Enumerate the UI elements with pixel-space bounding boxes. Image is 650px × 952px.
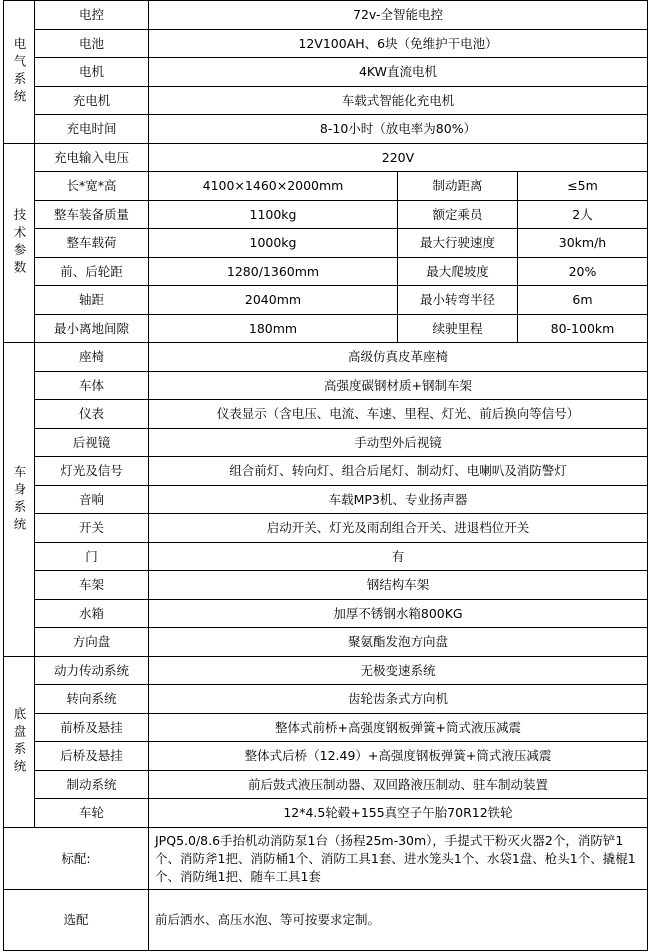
table-row	[4, 201, 648, 229]
row-label: 座椅	[35, 343, 149, 372]
table-row	[4, 657, 648, 685]
row-value: 1100kg	[149, 201, 398, 229]
row-label-secondary: 制动距离	[398, 172, 518, 201]
row-label-secondary: 额定乘员	[398, 201, 518, 229]
row-value-secondary: 20%	[518, 258, 648, 286]
table-row	[4, 58, 648, 87]
row-label: 车架	[35, 571, 149, 600]
row-label-secondary: 最大爬坡度	[398, 258, 518, 286]
table-row	[4, 457, 648, 486]
row-label: 电机	[35, 58, 149, 87]
row-value: 车载式智能化充电机	[149, 87, 648, 115]
group-label-body: 车身系统	[4, 343, 35, 657]
optional-value: 前后洒水、高压水泡、等可按要求定制。	[149, 890, 648, 951]
table-row	[4, 286, 648, 315]
row-label: 充电机	[35, 87, 149, 115]
row-label: 动力传动系统	[35, 657, 149, 685]
standard-value: JPQ5.0/8.6手抬机动消防泵1台（扬程25m-30m），手提式干粉灭火器2个，消防铲1个、消防斧1把、消防桶1个、消防工具1套、进水笼头1个、水袋1盘、枪头1个、撬棍1个、消防绳1把、随车工具1套	[149, 828, 648, 890]
row-label: 前桥及悬挂	[35, 714, 149, 742]
row-value: 1000kg	[149, 229, 398, 258]
row-value-secondary: 30km/h	[518, 229, 648, 258]
row-value: 72v-全智能电控	[149, 1, 648, 30]
table-row	[4, 742, 648, 771]
row-value: 4KW直流电机	[149, 58, 648, 87]
row-value: 有	[149, 543, 648, 571]
row-value-secondary: 2人	[518, 201, 648, 229]
row-label-secondary: 最小转弯半径	[398, 286, 518, 315]
row-value-secondary: 80-100km	[518, 315, 648, 343]
row-value: 4100×1460×2000mm	[149, 172, 398, 201]
row-label: 制动系统	[35, 771, 149, 799]
row-value: 前后鼓式液压制动器、双回路液压制动、驻车制动装置	[149, 771, 648, 799]
table-row-optional	[4, 890, 648, 951]
row-value: 组合前灯、转向灯、组合后尾灯、制动灯、电喇叭及消防警灯	[149, 457, 648, 486]
row-label: 车体	[35, 372, 149, 400]
row-label: 电池	[35, 30, 149, 58]
row-value: 齿轮齿条式方向机	[149, 685, 648, 714]
row-label: 转向系统	[35, 685, 149, 714]
table-row-standard	[4, 828, 648, 890]
row-label: 前、后轮距	[35, 258, 149, 286]
group-label-technical: 技术参数	[4, 144, 35, 343]
table-row	[4, 600, 648, 628]
row-value-secondary: ≤5m	[518, 172, 648, 201]
row-value: 高级仿真皮革座椅	[149, 343, 648, 372]
table-row	[4, 571, 648, 600]
table-row	[4, 543, 648, 571]
table-row	[4, 87, 648, 115]
table-row	[4, 144, 648, 172]
row-value: 整体式前桥+高强度钢板弹簧+筒式液压减震	[149, 714, 648, 742]
table-row	[4, 229, 648, 258]
row-label: 最小离地间隙	[35, 315, 149, 343]
row-label: 整车载荷	[35, 229, 149, 258]
table-row	[4, 372, 648, 400]
table-row	[4, 799, 648, 828]
table-row	[4, 429, 648, 457]
row-label: 灯光及信号	[35, 457, 149, 486]
row-label: 整车装备质量	[35, 201, 149, 229]
row-label: 充电时间	[35, 115, 149, 144]
row-label: 方向盘	[35, 628, 149, 657]
row-label: 电控	[35, 1, 149, 30]
table-row	[4, 714, 648, 742]
spec-table	[3, 0, 648, 951]
row-value: 1280/1360mm	[149, 258, 398, 286]
table-row	[4, 315, 648, 343]
row-label: 仪表	[35, 400, 149, 429]
row-label: 音响	[35, 486, 149, 514]
group-label-electrical: 电气系统	[4, 1, 35, 144]
row-label: 开关	[35, 514, 149, 543]
table-row	[4, 30, 648, 58]
row-value: 8-10小时（放电率为80%）	[149, 115, 648, 144]
row-value: 钢结构车架	[149, 571, 648, 600]
table-row	[4, 172, 648, 201]
table-row	[4, 1, 648, 30]
table-row	[4, 258, 648, 286]
table-row	[4, 115, 648, 144]
table-row	[4, 486, 648, 514]
row-value: 12V100AH、6块（免维护干电池）	[149, 30, 648, 58]
row-value: 启动开关、灯光及雨刮组合开关、进退档位开关	[149, 514, 648, 543]
row-label-secondary: 续驶里程	[398, 315, 518, 343]
row-value: 无极变速系统	[149, 657, 648, 685]
table-row	[4, 628, 648, 657]
row-value: 2040mm	[149, 286, 398, 315]
row-label: 门	[35, 543, 149, 571]
table-row	[4, 343, 648, 372]
row-value: 12*4.5轮毂+155真空子午胎70R12铁轮	[149, 799, 648, 828]
group-label-chassis: 底盘系统	[4, 657, 35, 828]
table-row	[4, 514, 648, 543]
table-row	[4, 685, 648, 714]
row-value: 整体式后桥（12.49）+高强度钢板弹簧+筒式液压减震	[149, 742, 648, 771]
row-label: 后桥及悬挂	[35, 742, 149, 771]
table-row	[4, 400, 648, 429]
optional-label: 选配	[4, 890, 149, 951]
standard-label: 标配:	[4, 828, 149, 890]
row-label: 后视镜	[35, 429, 149, 457]
row-label: 车轮	[35, 799, 149, 828]
row-value: 手动型外后视镜	[149, 429, 648, 457]
row-value: 仪表显示（含电压、电流、车速、里程、灯光、前后换向等信号）	[149, 400, 648, 429]
row-label: 水箱	[35, 600, 149, 628]
row-label: 轴距	[35, 286, 149, 315]
row-label: 充电输入电压	[35, 144, 149, 172]
table-row	[4, 771, 648, 799]
row-value: 车载MP3机、专业扬声器	[149, 486, 648, 514]
row-value: 220V	[149, 144, 648, 172]
row-label: 长*宽*高	[35, 172, 149, 201]
row-value: 加厚不锈钢水箱800KG	[149, 600, 648, 628]
row-value: 聚氨酯发泡方向盘	[149, 628, 648, 657]
row-value: 180mm	[149, 315, 398, 343]
row-value-secondary: 6m	[518, 286, 648, 315]
row-label-secondary: 最大行驶速度	[398, 229, 518, 258]
row-value: 高强度碳钢材质+钢制车架	[149, 372, 648, 400]
